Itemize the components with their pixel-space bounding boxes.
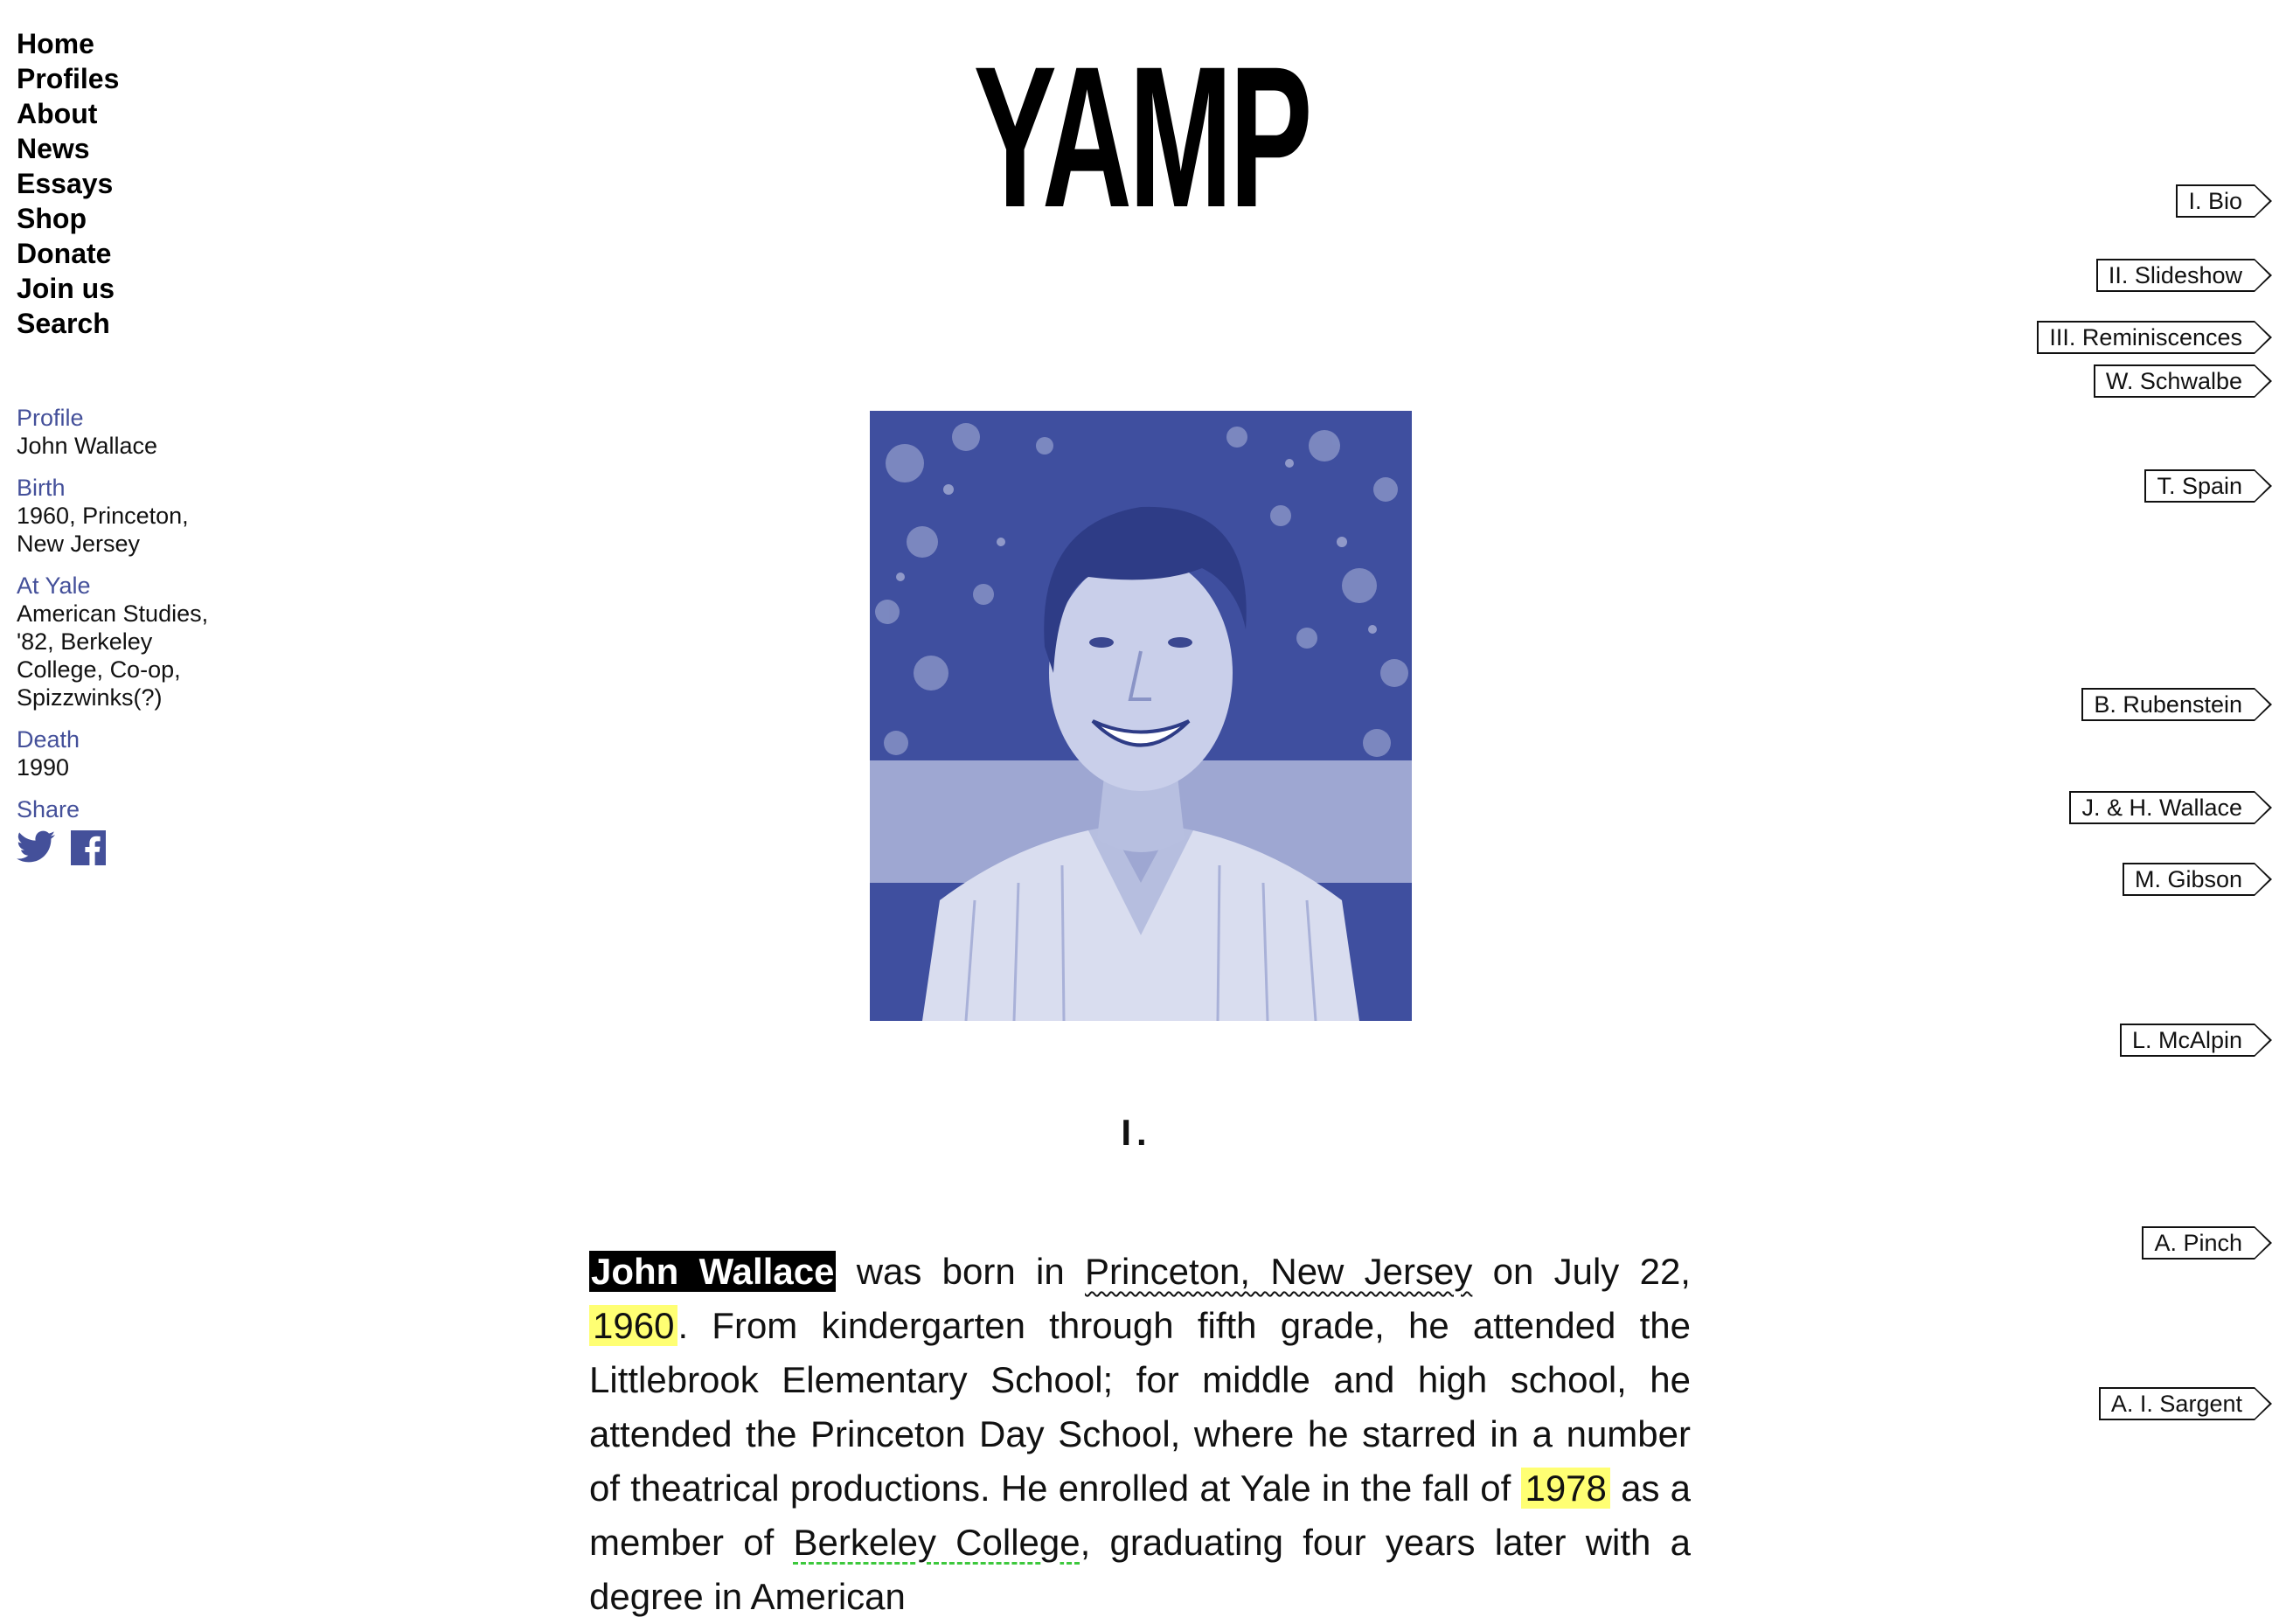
profile-portrait: [870, 411, 1412, 1021]
bio-text-1: was born in: [836, 1251, 1085, 1292]
yale-value-line-4: Spizzwinks(?): [17, 684, 163, 711]
place-link[interactable]: Princeton, New Jersey: [1084, 1251, 1473, 1292]
birth-value-line-1: 1960, Princeton,: [17, 503, 189, 529]
yale-label: At Yale: [17, 573, 91, 599]
birth-year-highlight[interactable]: 1960: [589, 1305, 677, 1346]
tab-reminiscences[interactable]: III. Reminiscences: [2037, 321, 2255, 354]
share-icons: [17, 830, 244, 865]
profile-name-highlight: John Wallace: [591, 1251, 835, 1292]
death-label: Death: [17, 726, 80, 753]
nav-join-us[interactable]: Join us: [17, 273, 115, 304]
section-numeral: I.: [1121, 1112, 1152, 1153]
tab-a-i-sargent[interactable]: A. I. Sargent: [2099, 1387, 2255, 1420]
tab-m-gibson[interactable]: M. Gibson: [2123, 863, 2255, 896]
tab-j-h-wallace[interactable]: J. & H. Wallace: [2069, 791, 2255, 824]
enroll-year-highlight[interactable]: 1978: [1521, 1468, 1609, 1509]
tab-a-pinch[interactable]: A. Pinch: [2142, 1226, 2255, 1260]
tab-bio[interactable]: I. Bio: [2176, 184, 2255, 218]
college-link[interactable]: Berkeley College: [793, 1522, 1080, 1563]
birth-group: [17, 474, 244, 558]
share-label: Share: [17, 796, 80, 822]
tab-l-mcalpin[interactable]: L. McAlpin: [2120, 1024, 2255, 1057]
death-group: [17, 725, 244, 781]
facebook-icon[interactable]: [71, 830, 106, 865]
twitter-icon[interactable]: [17, 830, 55, 865]
bio-text-3: . From kindergarten through fifth grade, he attended the Littlebrook Elementary School; for middle and high school, he attended the Princeton Day School, where he starred in a number of theatrical productions. He enrolled at Yale in the fall of: [589, 1305, 1691, 1509]
share-group: [17, 795, 244, 865]
nav-profiles[interactable]: Profiles: [17, 63, 120, 94]
nav-essays[interactable]: Essays: [17, 168, 114, 199]
site-logo[interactable]: [958, 19, 1325, 255]
yale-value-line-1: American Studies,: [17, 600, 209, 627]
tab-b-rubenstein[interactable]: B. Rubenstein: [2081, 688, 2255, 721]
nav-about[interactable]: About: [17, 98, 98, 129]
bio-text-2: on July 22,: [1472, 1251, 1691, 1292]
tab-t-spain[interactable]: T. Spain: [2144, 469, 2255, 503]
profile-name: John Wallace: [17, 433, 158, 459]
bio-text-4: as a member of: [589, 1468, 1691, 1563]
profile-sidebar: [17, 404, 244, 879]
nav-search[interactable]: Search: [17, 308, 110, 339]
profile-label: Profile: [17, 405, 84, 431]
yale-value-line-2: '82, Berkeley: [17, 628, 153, 655]
nav-donate[interactable]: Donate: [17, 238, 112, 269]
logo-wordmark: YAMP: [973, 24, 1310, 249]
tab-slideshow[interactable]: II. Slideshow: [2096, 259, 2255, 292]
yale-group: [17, 572, 244, 711]
bio-text-5: , graduating four years later with a degree in American: [589, 1522, 1691, 1617]
bio-paragraph: [589, 1245, 1691, 1624]
birth-value-line-2: New Jersey: [17, 531, 141, 557]
profile-name-group: [17, 404, 244, 460]
nav-shop[interactable]: Shop: [17, 203, 87, 234]
nav-news[interactable]: News: [17, 133, 90, 164]
nav-home[interactable]: Home: [17, 28, 94, 59]
tab-w-schwalbe[interactable]: W. Schwalbe: [2094, 364, 2255, 398]
main-nav: [17, 26, 119, 341]
yale-value-line-3: College, Co-op,: [17, 656, 181, 683]
birth-label: Birth: [17, 475, 66, 501]
death-value: 1990: [17, 754, 70, 781]
